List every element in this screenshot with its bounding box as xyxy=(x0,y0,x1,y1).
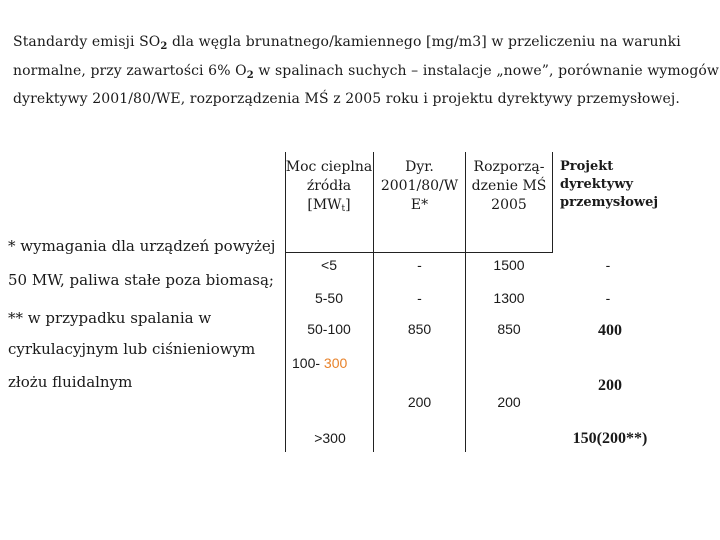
table-cell: - xyxy=(417,257,422,273)
title-line-1: Standardy emisji $SO_2$ dla węgla brunatnego/kamiennego [mg/m3] w przeliczeniu na warunki xyxy=(13,34,681,52)
column-header-project: Projekt dyrektywy przemysłowej xyxy=(560,159,659,210)
table-divider xyxy=(552,152,553,252)
column-header-regulation: Rozporzą- dzenie MŚ 2005 xyxy=(471,159,547,213)
column-header-power: Moc cieplna źródła $[MW_t]$ xyxy=(285,159,373,214)
table-cell: >300 xyxy=(314,430,346,446)
footnote-line: ** w przypadku spalania w xyxy=(8,309,212,327)
table-cell: - xyxy=(605,257,611,273)
table-cell: 50-100 xyxy=(307,321,351,337)
table-cell: 5-50 xyxy=(314,290,344,306)
table-cell: 200 xyxy=(598,377,622,394)
table-cell: 150(200**) xyxy=(572,430,648,447)
column-header-directive: Dyr. 2001/80/W E* xyxy=(380,159,459,213)
table-cell: 200 xyxy=(497,394,521,410)
title-line-3: dyrektywy 2001/80/WE, rozporządzenia MŚ z 2005 roku i projektu dyrektywy przemysłowej. xyxy=(13,91,680,107)
table-cell: - xyxy=(605,290,611,306)
footnote-line: cyrkulacyjnym lub ciśnieniowym xyxy=(8,340,256,358)
footnote-line: * wymagania dla urządzeń powyżej xyxy=(8,237,276,255)
table-cell: <5 xyxy=(321,257,337,273)
table-cell: 850 xyxy=(497,321,521,337)
footnote-line: złożu fluidalnym xyxy=(8,373,133,391)
footnote-line: 50 MW, paliwa stałe poza biomasą; xyxy=(8,271,274,289)
table-cell: 1300 xyxy=(493,290,525,306)
table-cell: 100- 300 xyxy=(292,355,348,371)
table-cell: 200 xyxy=(407,394,432,410)
table-cell: 400 xyxy=(598,322,622,339)
table-cell: - xyxy=(417,290,422,306)
table-divider xyxy=(285,252,553,253)
title-line-2: normalne, przy zawartości 6% $O_2$ w spalinach suchych – instalacje „nowe”, porównanie wymogów xyxy=(13,63,720,81)
table-cell: 1500 xyxy=(493,257,525,273)
table-cell: 850 xyxy=(407,321,432,337)
